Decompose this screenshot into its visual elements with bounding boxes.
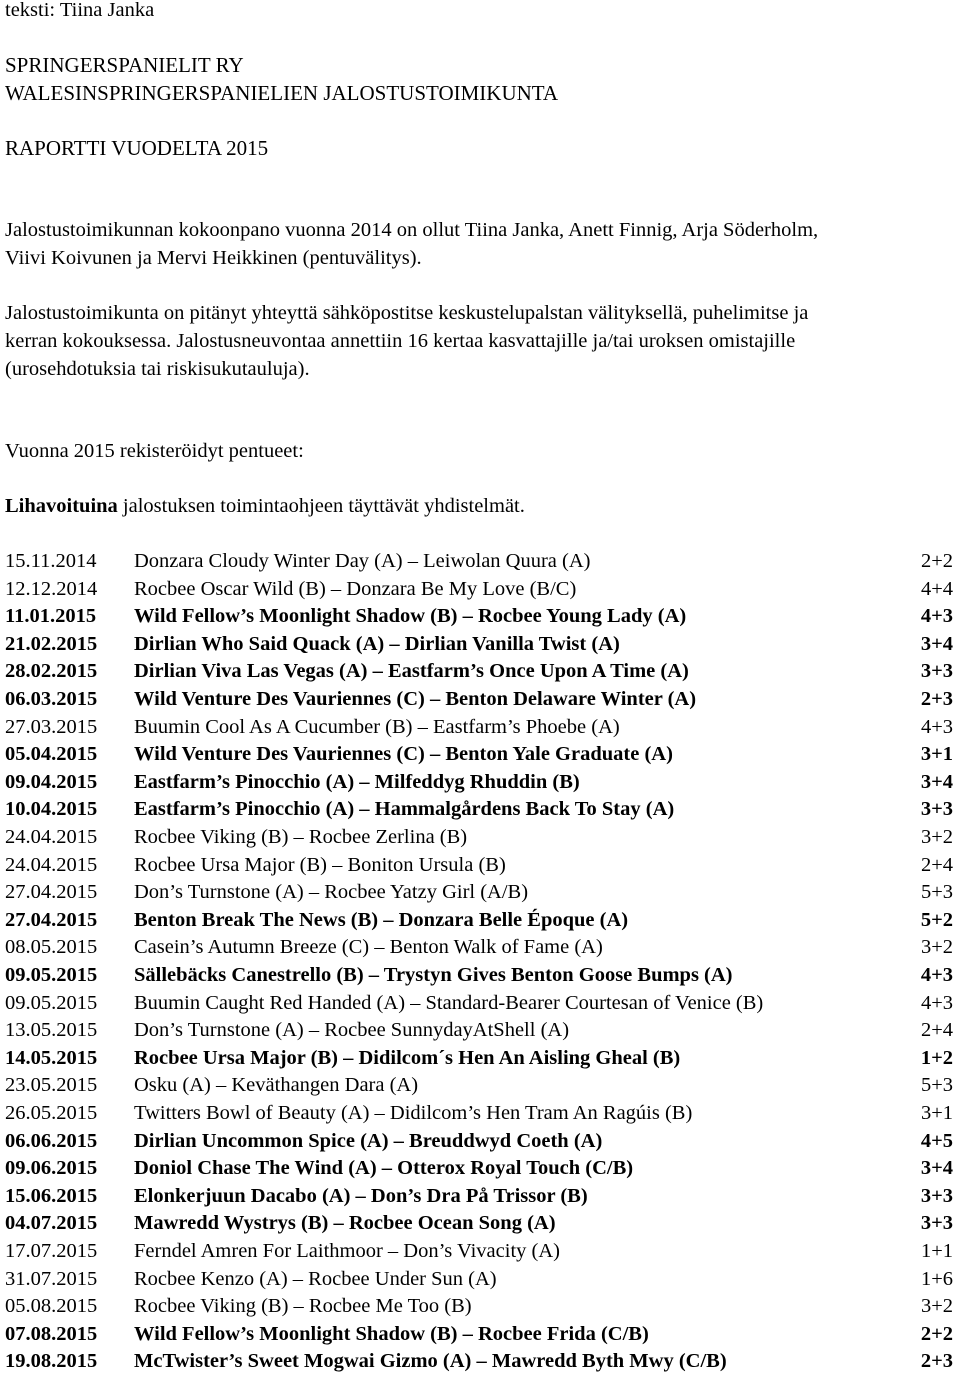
- litter-puppy-count: 3+4: [920, 1157, 953, 1180]
- litter-parents: Rocbee Viking (B) – Rocbee Zerlina (B): [134, 826, 468, 848]
- litter-row: [5, 715, 953, 739]
- litter-date: 06.03.2015: [5, 688, 98, 710]
- bold-legend-text: jalostuksen toimintaohjeen täyttävät yhdistelmät.: [117, 495, 525, 517]
- litter-row: [5, 1211, 953, 1235]
- litter-parents: Casein’s Autumn Breeze (C) – Benton Walk of Fame (A): [134, 936, 603, 959]
- litter-puppy-count: 2+4: [920, 1019, 953, 1042]
- litter-date: 12.12.2014: [5, 577, 98, 600]
- litter-puppy-count: 1+2: [920, 1046, 953, 1069]
- litter-row: [5, 1267, 953, 1291]
- litter-puppy-count: 1+1: [920, 1240, 953, 1262]
- litter-date: 14.05.2015: [5, 1046, 98, 1069]
- litter-date: 05.08.2015: [5, 1295, 98, 1318]
- litter-row: [5, 880, 953, 904]
- litter-row: [5, 991, 953, 1015]
- litter-row: [5, 1239, 953, 1263]
- litter-parents: Doniol Chase The Wind (A) – Otterox Royal Touch (C/B): [134, 1157, 634, 1180]
- litter-parents: Don’s Turnstone (A) – Rocbee Yatzy Girl (A/B): [134, 881, 529, 904]
- litter-date: 24.04.2015: [5, 853, 98, 876]
- litter-parents: Mawredd Wystrys (B) – Rocbee Ocean Song (A): [134, 1212, 556, 1235]
- litter-date: 06.06.2015: [5, 1129, 98, 1152]
- litter-puppy-count: 1+6: [920, 1267, 953, 1290]
- litter-parents: Rocbee Ursa Major (B) – Boniton Ursula (B): [134, 853, 506, 876]
- litter-date: 07.08.2015: [5, 1322, 98, 1345]
- litter-parents: Twitters Bowl of Beauty (A) – Didilcom’s Hen Tram An Ragúis (B): [134, 1102, 693, 1124]
- litter-parents: Osku (A) – Keväthangen Dara (A): [134, 1074, 419, 1097]
- litter-row: [5, 1073, 953, 1097]
- litter-date: 09.04.2015: [5, 770, 98, 793]
- litter-date: 09.06.2015: [5, 1157, 98, 1180]
- litter-parents: Rocbee Kenzo (A) – Rocbee Under Sun (A): [134, 1267, 497, 1290]
- litter-puppy-count: 3+1: [920, 1102, 953, 1124]
- litter-parents: Donzara Cloudy Winter Day (A) – Leiwolan Quura (A): [134, 550, 591, 572]
- litter-row: [5, 549, 953, 573]
- litter-puppy-count: 4+5: [920, 1129, 953, 1152]
- litter-puppy-count: 3+2: [920, 936, 953, 959]
- litter-date: 05.04.2015: [5, 743, 98, 766]
- litter-puppy-count: 5+2: [920, 908, 953, 931]
- litter-row: [5, 687, 953, 711]
- litter-puppy-count: 4+3: [920, 605, 953, 628]
- litter-puppy-count: 2+2: [920, 550, 953, 572]
- report-title: RAPORTTI VUODELTA 2015: [5, 136, 269, 160]
- litter-puppy-count: 3+2: [920, 1295, 953, 1318]
- litter-row: [5, 1129, 953, 1153]
- litter-parents: Rocbee Viking (B) – Rocbee Me Too (B): [134, 1295, 472, 1318]
- intro-paragraph-line: Jalostustoimikunnan kokoonpano vuonna 2014 on ollut Tiina Janka, Anett Finnig, Arja Söderholm,: [5, 219, 819, 241]
- litter-row: [5, 1184, 953, 1208]
- litter-row: [5, 742, 953, 766]
- activity-paragraph-line: (urosehdotuksia tai riskisukutauluja).: [5, 358, 310, 380]
- litter-date: 13.05.2015: [5, 1019, 98, 1042]
- bold-legend-term: Lihavoituina: [5, 495, 118, 517]
- litter-date: 11.01.2015: [5, 605, 97, 628]
- litter-puppy-count: 3+4: [920, 632, 953, 655]
- litter-row: [5, 908, 953, 932]
- litter-puppy-count: 5+3: [920, 1074, 953, 1097]
- intro-paragraph-line: Viivi Koivunen ja Mervi Heikkinen (pentuvälitys).: [5, 247, 422, 269]
- activity-paragraph-line: Jalostustoimikunta on pitänyt yhteyttä sähköpostitse keskustelupalstan välityksellä, puhelimitse ja: [5, 302, 809, 324]
- litter-puppy-count: 4+4: [920, 577, 953, 600]
- litter-puppy-count: 5+3: [920, 881, 953, 904]
- litter-row: [5, 659, 953, 683]
- bold-legend-note: [5, 494, 525, 518]
- litter-row: [5, 935, 953, 959]
- litter-parents: Rocbee Oscar Wild (B) – Donzara Be My Love (B/C): [134, 577, 577, 600]
- litter-row: [5, 1156, 953, 1180]
- litter-row: [5, 797, 953, 821]
- litter-row: [5, 1046, 953, 1070]
- litter-date: 15.11.2014: [5, 550, 97, 572]
- litter-parents: Benton Break The News (B) – Donzara Belle Époque (A): [134, 908, 629, 931]
- litter-parents: Don’s Turnstone (A) – Rocbee SunnydayAtShell (A): [134, 1019, 570, 1042]
- litter-date: 09.05.2015: [5, 964, 98, 986]
- litter-parents: Dirlian Uncommon Spice (A) – Breuddwyd Coeth (A): [134, 1129, 603, 1152]
- litter-row: [5, 825, 953, 849]
- litter-row: [5, 1322, 953, 1346]
- litter-row: [5, 604, 953, 628]
- litter-date: 19.08.2015: [5, 1350, 98, 1373]
- litter-puppy-count: 3+2: [920, 826, 953, 848]
- litter-parents: Sällebäcks Canestrello (B) – Trystyn Gives Benton Goose Bumps (A): [134, 964, 733, 986]
- litter-row: [5, 770, 953, 794]
- litter-puppy-count: 2+4: [920, 853, 953, 876]
- org-name: SPRINGERSPANIELIT RY: [5, 53, 244, 77]
- activity-paragraph-line: kerran kokouksessa. Jalostusneuvontaa annettiin 16 kertaa kasvattajille ja/tai uroksen omistajille: [5, 330, 796, 352]
- litter-row: [5, 632, 953, 656]
- litter-parents: Elonkerjuun Dacabo (A) – Don’s Dra På Trissor (B): [134, 1184, 588, 1207]
- litter-parents: Wild Fellow’s Moonlight Shadow (B) – Rocbee Young Lady (A): [134, 605, 687, 628]
- litter-row: [5, 1349, 953, 1373]
- litter-date: 26.05.2015: [5, 1102, 98, 1124]
- litter-parents: Buumin Cool As A Cucumber (B) – Eastfarm’s Phoebe (A): [134, 715, 620, 738]
- litter-parents: Dirlian Viva Las Vegas (A) – Eastfarm’s Once Upon A Time (A): [134, 660, 689, 683]
- litter-date: 17.07.2015: [5, 1240, 98, 1262]
- litter-date: 09.05.2015: [5, 991, 98, 1014]
- litter-row: [5, 853, 953, 877]
- litter-date: 15.06.2015: [5, 1184, 98, 1207]
- litter-puppy-count: 2+3: [920, 1350, 953, 1373]
- litter-puppy-count: 3+3: [920, 1212, 953, 1235]
- litter-row: [5, 1294, 953, 1318]
- litter-puppy-count: 3+3: [920, 798, 953, 821]
- litter-parents: McTwister’s Sweet Mogwai Gizmo (A) – Mawredd Byth Mwy (C/B): [134, 1350, 727, 1373]
- litter-parents: Wild Venture Des Vauriennes (C) – Benton Delaware Winter (A): [134, 688, 697, 710]
- litter-puppy-count: 3+4: [920, 770, 953, 793]
- litter-puppy-count: 4+3: [920, 991, 953, 1014]
- litter-date: 04.07.2015: [5, 1212, 98, 1235]
- litter-puppy-count: 4+3: [920, 964, 953, 986]
- litter-date: 27.04.2015: [5, 881, 98, 904]
- litter-date: 23.05.2015: [5, 1074, 98, 1097]
- litter-parents: Dirlian Who Said Quack (A) – Dirlian Vanilla Twist (A): [134, 632, 620, 655]
- litter-date: 08.05.2015: [5, 936, 98, 959]
- litter-parents: Buumin Caught Red Handed (A) – Standard-Bearer Courtesan of Venice (B): [134, 991, 764, 1014]
- litter-date: 27.03.2015: [5, 715, 98, 738]
- litter-date: 21.02.2015: [5, 632, 98, 655]
- litter-puppy-count: 2+2: [920, 1322, 953, 1345]
- litter-puppy-count: 3+3: [920, 1184, 953, 1207]
- litter-row: [5, 1101, 953, 1125]
- litter-row: [5, 1018, 953, 1042]
- litter-row: [5, 577, 953, 601]
- litter-parents: Eastfarm’s Pinocchio (A) – Hammalgårdens Back To Stay (A): [134, 798, 675, 821]
- litter-puppy-count: 4+3: [920, 715, 953, 738]
- committee-name: WALESINSPRINGERSPANIELIEN JALOSTUSTOIMIKUNTA: [5, 81, 559, 105]
- litter-puppy-count: 2+3: [920, 688, 953, 710]
- litter-date: 27.04.2015: [5, 908, 98, 931]
- author-line: teksti: Tiina Janka: [5, 0, 155, 21]
- litter-parents: Rocbee Ursa Major (B) – Didilcom´s Hen An Aisling Gheal (B): [134, 1046, 681, 1069]
- section-heading: Vuonna 2015 rekisteröidyt pentueet:: [5, 440, 304, 462]
- litter-row: [5, 963, 953, 987]
- litter-parents: Wild Fellow’s Moonlight Shadow (B) – Rocbee Frida (C/B): [134, 1322, 649, 1345]
- litter-date: 24.04.2015: [5, 826, 98, 848]
- litter-date: 28.02.2015: [5, 660, 98, 683]
- litter-puppy-count: 3+3: [920, 660, 953, 683]
- litter-date: 10.04.2015: [5, 798, 98, 821]
- litter-parents: Ferndel Amren For Laithmoor – Don’s Vivacity (A): [134, 1240, 560, 1262]
- litter-parents: Wild Venture Des Vauriennes (C) – Benton Yale Graduate (A): [134, 743, 673, 766]
- litter-puppy-count: 3+1: [920, 743, 953, 766]
- litter-parents: Eastfarm’s Pinocchio (A) – Milfeddyg Rhuddin (B): [134, 770, 580, 793]
- litter-date: 31.07.2015: [5, 1267, 98, 1290]
